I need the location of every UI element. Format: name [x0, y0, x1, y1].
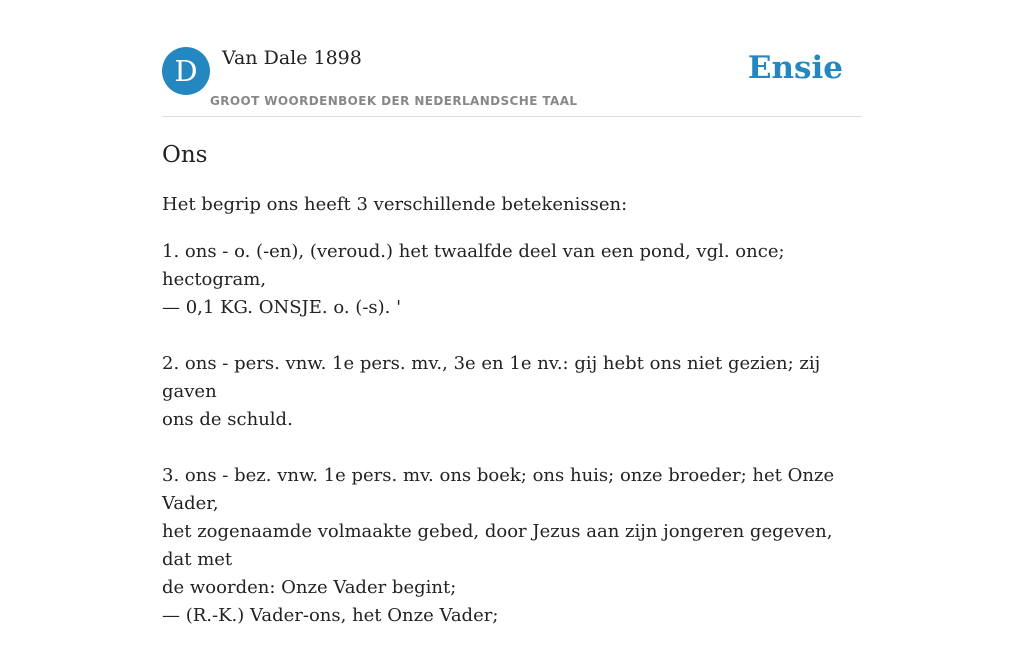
definition-list [162, 238, 862, 630]
definition-2 [162, 350, 862, 434]
dictionary-name[interactable]: Van Dale 1898 [222, 47, 362, 69]
definition-line: ons de schuld. [162, 409, 293, 430]
ensie-logo-link[interactable]: Ensie [747, 50, 843, 86]
site-header [162, 0, 862, 117]
dictionary-subtitle: GROOT WOORDENBOEK DER NEDERLANDSCHE TAAL [210, 94, 578, 108]
entry-title: Ons [162, 142, 208, 168]
entry-intro: Het begrip ons heeft 3 verschillende betekenissen: [162, 194, 628, 215]
definition-line: 3. ons - bez. vnw. 1e pers. mv. ons boek; ons huis; onze broeder; het Onze Vader, [162, 465, 835, 514]
dictionary-logo[interactable]: D [162, 47, 210, 95]
definition-3 [162, 462, 862, 630]
entry-content [162, 116, 862, 658]
definition-line: — 0,1 KG. ONSJE. o. (-s). ' [162, 297, 402, 318]
definition-line: — (R.-K.) Vader-ons, het Onze Vader; [162, 605, 499, 626]
definition-line: het zogenaamde volmaakte gebed, door Jezus aan zijn jongeren gegeven, dat met [162, 521, 833, 570]
definition-line: 2. ons - pers. vnw. 1e pers. mv., 3e en 1e nv.: gij hebt ons niet gezien; zij gaven [162, 353, 821, 402]
definition-line: 1. ons - o. (-en), (veroud.) het twaalfde deel van een pond, vgl. once; hectogram, [162, 241, 785, 290]
definition-line: de woorden: Onze Vader begint; [162, 577, 457, 598]
definition-1 [162, 238, 862, 322]
